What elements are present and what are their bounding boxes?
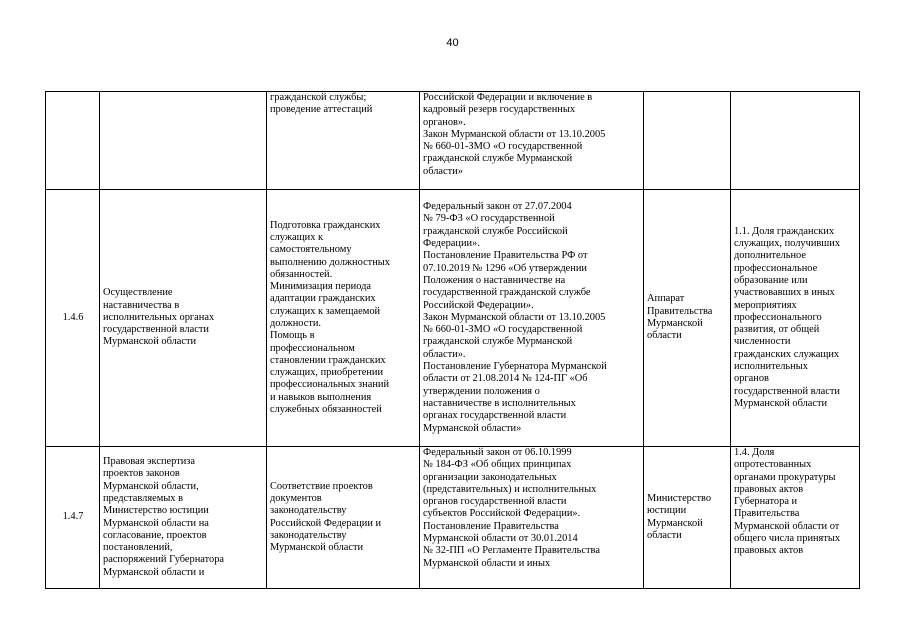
text-line: (представительных) и исполнительных bbox=[423, 483, 597, 495]
text-line: № 660-01-ЗМО «О государственной bbox=[423, 141, 583, 153]
cell-executor bbox=[644, 447, 731, 589]
text-line: Российской Федерации и bbox=[270, 517, 382, 529]
text-line: численности bbox=[734, 336, 791, 348]
text-line: Правовая экспертиза bbox=[103, 456, 196, 468]
cell-activity bbox=[100, 190, 267, 447]
text-line: органах государственной власти bbox=[423, 410, 567, 422]
text-line: развития, от общей bbox=[734, 324, 820, 336]
text-line: Мурманской области и иных bbox=[423, 557, 551, 569]
text-line: области bbox=[647, 529, 682, 541]
text-line: правовых актов bbox=[734, 545, 804, 557]
text-line: становлении гражданских bbox=[270, 354, 386, 366]
text-line: 1.1. Доля гражданских bbox=[734, 225, 835, 237]
page-number: 40 bbox=[446, 37, 459, 49]
text-line: 1.4. Доля bbox=[734, 447, 775, 458]
text-line: государственной власти bbox=[734, 385, 840, 397]
text-line: законодательству bbox=[270, 529, 347, 541]
text-line: Российской Федерации и включение в bbox=[423, 92, 593, 103]
text-line: кадровый резерв государственных bbox=[423, 104, 576, 116]
cell-indicator bbox=[731, 190, 860, 447]
text-line: Помощь в bbox=[270, 330, 315, 342]
text-line: Минимизация периода bbox=[270, 281, 371, 293]
text-line: гражданской службе Мурманской bbox=[423, 336, 573, 348]
text-line: наставничества в bbox=[103, 299, 180, 311]
text-line: участвовавших в иных bbox=[734, 287, 835, 299]
text-line: Мурманской области от 30.01.2014 bbox=[423, 533, 578, 545]
text-line: органов». bbox=[423, 116, 466, 128]
text-line: должности. bbox=[270, 318, 322, 329]
cell-number: 1.4.6 bbox=[46, 190, 100, 447]
text-line: Постановление Губернатора Мурманской bbox=[423, 361, 607, 373]
text-line: служащих, приобретении bbox=[270, 367, 384, 379]
table-row bbox=[46, 447, 860, 589]
text-line: органов bbox=[734, 373, 769, 385]
text-line: исполнительных bbox=[734, 361, 808, 373]
text-line: служащих к замещаемой bbox=[270, 305, 381, 317]
text-line: представляемых в bbox=[103, 492, 184, 504]
text-line: Соответствие проектов bbox=[270, 480, 373, 492]
text-line: государственной гражданской службе bbox=[423, 287, 591, 299]
text-line: выполнению должностных bbox=[270, 256, 390, 268]
text-line: Мурманской области и bbox=[103, 566, 205, 578]
text-line: профессионального bbox=[734, 311, 822, 323]
text-line: Мурманской bbox=[647, 517, 703, 529]
text-line: адаптации гражданских bbox=[270, 293, 376, 305]
text-line: Правительства bbox=[734, 508, 800, 520]
cell-activity bbox=[100, 447, 267, 589]
measures-table bbox=[45, 91, 860, 589]
text-line: Постановление Правительства РФ от bbox=[423, 250, 588, 262]
text-line: общего числа принятых bbox=[734, 533, 841, 545]
text-line: органами прокуратуры bbox=[734, 471, 836, 483]
text-line: гражданской службе Мурманской bbox=[423, 153, 573, 165]
cell-executor bbox=[644, 190, 731, 447]
text-line: гражданской службе Российской bbox=[423, 225, 568, 237]
text-line: Мурманской области bbox=[103, 336, 197, 348]
table-row bbox=[46, 190, 860, 447]
text-line: Мурманской области bbox=[734, 397, 828, 409]
cell-activity bbox=[100, 92, 267, 190]
text-line: Закон Мурманской области от 13.10.2005 bbox=[423, 311, 606, 323]
text-line: № 79-ФЗ «О государственной bbox=[423, 213, 555, 225]
text-line: обязанностей. bbox=[270, 268, 333, 280]
text-line: Мурманской области, bbox=[103, 480, 199, 492]
text-line: постановлений, bbox=[103, 542, 173, 554]
text-line: Министерство юстиции bbox=[103, 505, 209, 517]
cell-executor bbox=[644, 92, 731, 190]
text-line: самостоятельному bbox=[270, 244, 352, 256]
text-line: № 184-ФЗ «Об общих принципах bbox=[423, 459, 572, 471]
text-line: дополнительное bbox=[734, 250, 806, 262]
text-line: субъектов Российской Федерации». bbox=[423, 508, 581, 520]
text-line: и навыков выполнения bbox=[270, 391, 372, 403]
text-line: исполнительных органах bbox=[103, 311, 215, 323]
text-line: Положения о наставничестве на bbox=[423, 274, 566, 286]
text-line: органов государственной власти bbox=[423, 496, 567, 508]
text-line: Министерство bbox=[647, 492, 712, 504]
cell-number: 1.4.7 bbox=[46, 447, 100, 589]
cell-legal-basis bbox=[420, 447, 644, 589]
text-line: распоряжений Губернатора bbox=[103, 554, 225, 566]
text-line: № 32-ПП «О Регламенте Правительства bbox=[423, 545, 600, 557]
text-line: Постановление Правительства bbox=[423, 520, 559, 532]
text-line: 07.10.2019 № 1296 «Об утверждении bbox=[423, 262, 587, 274]
text-line: Федерации». bbox=[423, 238, 480, 250]
text-line: законодательству bbox=[270, 505, 347, 517]
cell-number bbox=[46, 92, 100, 190]
text-line: области». bbox=[423, 348, 466, 360]
cell-content bbox=[267, 92, 420, 190]
text-line: утверждении положения о bbox=[423, 385, 540, 397]
text-line: Федеральный закон от 06.10.1999 bbox=[423, 447, 572, 458]
text-line: наставничестве в исполнительных bbox=[423, 397, 576, 409]
text-line: Закон Мурманской области от 13.10.2005 bbox=[423, 128, 606, 140]
text-line: области от 21.08.2014 № 124-ПГ «Об bbox=[423, 373, 588, 385]
text-line: образование или bbox=[734, 274, 808, 286]
text-line: проектов законов bbox=[103, 468, 180, 480]
text-line: № 660-01-ЗМО «О государственной bbox=[423, 324, 583, 336]
cell-legal-basis bbox=[420, 190, 644, 447]
table-row bbox=[46, 92, 860, 190]
text-line: мероприятиях bbox=[734, 299, 797, 311]
cell-content bbox=[267, 447, 420, 589]
text-line: согласование, проектов bbox=[103, 529, 207, 541]
text-line: Мурманской области» bbox=[423, 422, 522, 434]
text-line: Российской Федерации». bbox=[423, 299, 534, 311]
text-line: служащих, получивших bbox=[734, 238, 841, 250]
text-line: правовых актов bbox=[734, 483, 804, 495]
cell-indicator bbox=[731, 92, 860, 190]
cell-indicator bbox=[731, 447, 860, 589]
text-line: профессиональном bbox=[270, 342, 355, 354]
text-line: организации законодательных bbox=[423, 471, 557, 483]
text-line: служебных обязанностей bbox=[270, 404, 382, 416]
text-line: документов bbox=[270, 492, 322, 504]
text-line: профессиональных знаний bbox=[270, 379, 390, 391]
text-line: Правительства bbox=[647, 305, 713, 317]
text-line: Мурманской области на bbox=[103, 517, 209, 529]
text-line: области bbox=[647, 330, 682, 342]
text-line: профессиональное bbox=[734, 262, 818, 274]
text-line: области» bbox=[423, 165, 463, 177]
text-line: Мурманской области bbox=[270, 542, 364, 554]
text-line: Подготовка гражданских bbox=[270, 219, 381, 231]
text-line: Федеральный закон от 27.07.2004 bbox=[423, 201, 572, 213]
text-line: опротестованных bbox=[734, 459, 812, 471]
text-line: Аппарат bbox=[647, 293, 685, 305]
text-line: Мурманской области от bbox=[734, 520, 840, 532]
text-line: проведение аттестаций bbox=[270, 104, 373, 116]
text-line: государственной власти bbox=[103, 324, 209, 336]
text-line: гражданских служащих bbox=[734, 348, 840, 360]
text-line: служащих к bbox=[270, 231, 324, 243]
cell-legal-basis bbox=[420, 92, 644, 190]
text-line: Мурманской bbox=[647, 318, 703, 329]
text-line: Осуществление bbox=[103, 287, 173, 299]
text-line: юстиции bbox=[647, 505, 687, 517]
cell-content bbox=[267, 190, 420, 447]
text-line: Губернатора и bbox=[734, 496, 798, 508]
text-line: гражданской службы; bbox=[270, 92, 367, 103]
